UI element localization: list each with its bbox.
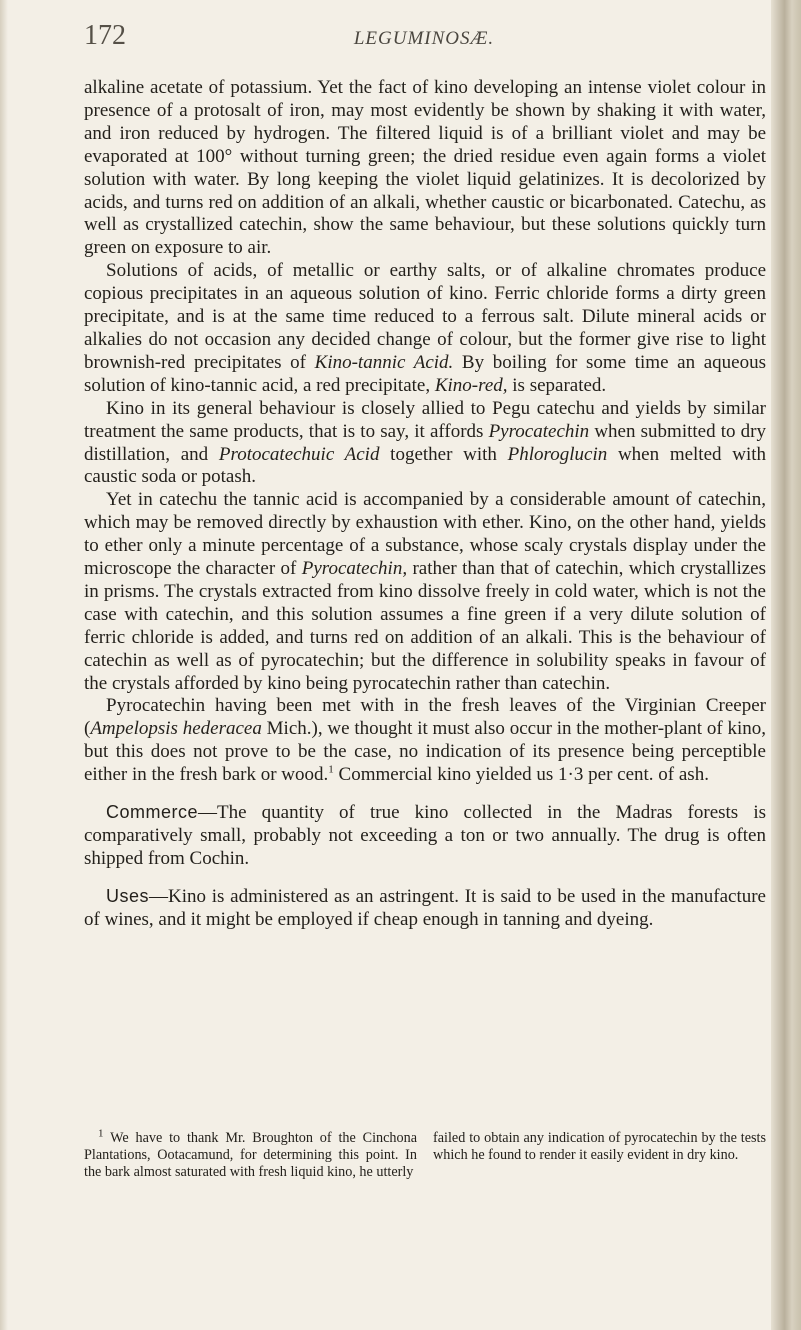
footnote-column-right [433, 1130, 766, 1181]
italic-term: Pyrocatechin [488, 420, 590, 442]
text-run: By boiling for some time an aqueous solution of kino-tannic acid, a red precipitate, [84, 351, 766, 396]
text-run: together with [379, 443, 508, 465]
italic-term: Kino-tannic Acid. [314, 351, 454, 373]
text-run: when melted with caustic soda or potash. [84, 443, 767, 488]
italic-term: Kino-red, [434, 374, 508, 396]
text-run: Pyrocatechin having been met with in the fresh leaves of the Virginian Creeper ( [84, 695, 766, 740]
text-run: Mich.), we thought it must also occur in the mother-plant of kino, but this does not prove to be the case, no indication of its presence being perceptible either in the fresh bark or wood. [84, 718, 766, 786]
footnote-text: We have to thank Mr. Broughton of the Cinchona Plantations, Ootacamund, for determining this point. In the bark almost saturated with fresh liquid kino, he utterly [84, 1130, 417, 1180]
paragraph-1 [84, 77, 766, 260]
paragraph-3 [84, 398, 766, 490]
text-run: when submitted to dry distillation, and [84, 420, 767, 465]
footnote-marker: 1 [98, 1127, 104, 1140]
text-run: —Kino is administered as an astringent. It is said to be used in the manufacture of wines, and it might be employed if cheap enough in tanning and dyeing. [84, 885, 766, 930]
text-run: Solutions of acids, of metallic or earthy salts, or of alkaline chromates produce copious precipitates in an aqueous solution of kino. Ferric chloride forms a dirty green precipitate, and is at the same time reduced to a ferrous salt. Dilute mineral acids or alkalies do not occasion any decided change of colour, but the former give rise to light brownish-red precipitates of [84, 260, 766, 373]
page-gutter-shadow [0, 0, 8, 1330]
text-run: Kino in its general behaviour is closely allied to Pegu catechu and yields by similar treatment the same products, that is to say, it affords [84, 397, 766, 442]
text-run: rather than that of catechin, which crystallizes in prisms. The crystals extracted from kino dissolve freely in cold water, which is not the case with catechin, and this solution assumes a fine green if a very dilute solution of ferric chloride is added, and turns red on addition of an alkali. This is the behaviour of catechin as well as of pyrocatechin; but the difference in solubility speaks in favour of the crystals afforded by kino being pyrocatechin rather than catechin. [84, 558, 766, 694]
page-header [84, 20, 764, 60]
paragraph-2 [84, 260, 766, 397]
body-text [84, 77, 766, 932]
section-heading: Commerce [106, 802, 199, 823]
paragraph-7 [84, 885, 766, 932]
paragraph-6 [84, 801, 766, 871]
footnotes [84, 1127, 766, 1181]
paragraph-4 [84, 489, 766, 695]
running-head: LEGUMINOSÆ. [353, 28, 495, 49]
text-run: alkaline acetate of potassium. Yet the fact of kino developing an intense violet colour in presence of a protosalt of iron, may most evidently be shown by shaking it with water, and iron reduced by hydrogen. The filtered liquid is of a brilliant violet and may be evaporated at 100° without turning green; the dried residue even again forms a violet solution with water. By long keeping the violet liquid gelatinizes. It is decolorized by acids, and turns red on addition of an alkali, whether caustic or bicarbonated. Catechu, as well as crystallized catechin, show the same behaviour, but these solutions quickly turn green on exposure to air. [84, 77, 766, 259]
text-run: is separated. [507, 374, 607, 396]
text-run: Yet in catechu the tannic acid is accompanied by a considerable amount of catechin, which may be removed directly by exhaustion with ether. Kino, on the other hand, yields to ether only a minute percentage of a substance, whose scaly crystals display under the microscope the character of [84, 489, 766, 580]
text-run: Commercial kino yielded us 1·3 per cent. of ash. [333, 764, 709, 786]
page-number: 172 [84, 20, 126, 51]
footnote-column-left [84, 1127, 417, 1181]
footnote-1-part-2: failed to obtain any indication of pyrocatechin by the tests which he found to render it easily evident in dry kino. [433, 1130, 766, 1163]
italic-term: Pyrocatechin, [301, 558, 408, 580]
footnote-reference: 1 [328, 763, 334, 776]
italic-term: Phloroglucin [507, 443, 608, 465]
page-edge-shadow [771, 0, 801, 1330]
paragraph-5 [84, 695, 766, 787]
section-heading: Uses [106, 885, 150, 906]
italic-term: Protocatechuic Acid [218, 443, 380, 465]
text-run: —The quantity of true kino collected in the Madras forests is comparatively small, probably not exceeding a ton or two annually. The drug is often shipped from Cochin. [84, 802, 766, 869]
footnote-1-part-1 [84, 1127, 417, 1181]
italic-term: Ampelopsis hederacea [90, 718, 262, 740]
